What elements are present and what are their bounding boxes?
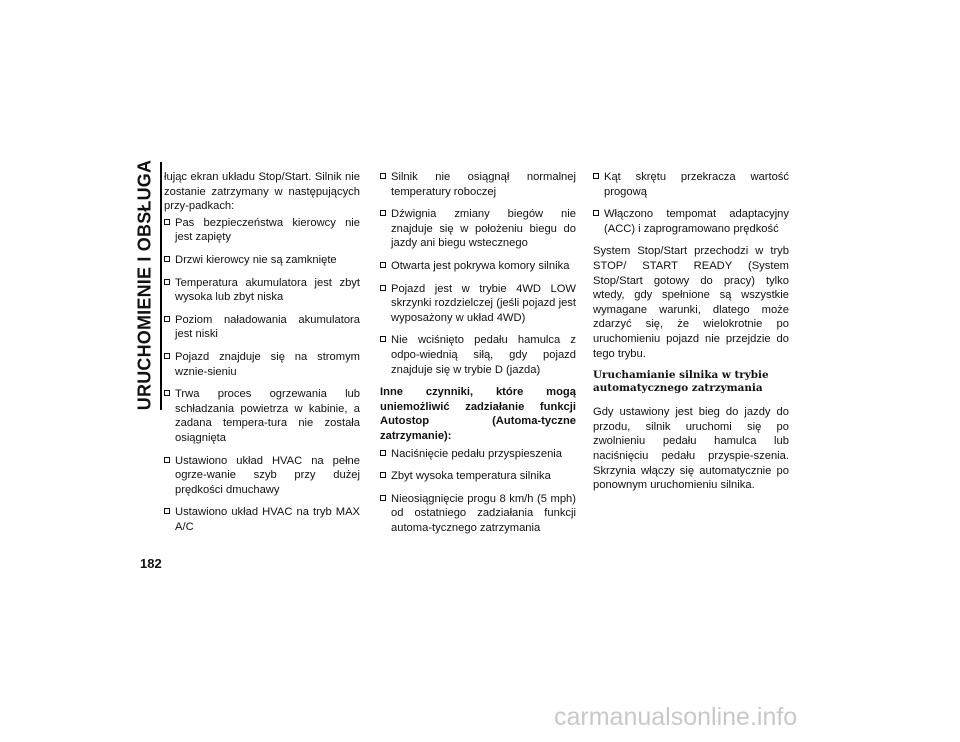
other-factors-list [380,447,576,536]
list-item: Temperatura akumulatora jest zbyt wysoka lub zbyt niska [164,276,360,305]
list-item: Nie wciśnięto pedału hamulca z odpo-wiednią siłą, gdy pojazd znajduje się w trybie D (jazda) [380,333,576,377]
restart-paragraph: Gdy ustawiony jest bieg do jazdy do przodu, silnik uruchomi się po zwolnieniu pedału hamulca lub naciśnięciu pedału przyspie-szenia. Skrzynia włączy się automatycznie po ponownym uruchomieniu silnika. [593,406,789,492]
other-factors-heading: Inne czynniki, które mogą uniemożliwić zadziałanie funkcji Autostop (Automa-tyczne zatrzymanie): [380,386,576,442]
condition-list-2 [380,170,576,377]
stop-start-paragraph: System Stop/Start przechodzi w tryb STOP/ START READY (System Stop/Start gotowy do pracy) tylko wtedy, gdy spełnione są wszystkie wymagane warunki, dlatego może zdarzyć się, że wielokrotnie po uruchomieniu pojazd nie przejdzie do tego trybu. [593,245,789,360]
list-item: Trwa proces ogrzewania lub schładzania powietrza w kabinie, a zadana tempera-tura nie została osiągnięta [164,387,360,445]
intro-paragraph: łując ekran układu Stop/Start. Silnik nie zostanie zatrzymany w następujących przy-padkach: [164,171,360,213]
section-tab-label: URUCHOMIENIE I OBSŁUGA [134,159,155,411]
list-item: Dźwignia zmiany biegów nie znajduje się w położeniu biegu do jazdy ani biegu wstecznego [380,207,576,251]
list-item: Naciśnięcie pedału przyspieszenia [380,447,576,462]
list-item: Drzwi kierowcy nie są zamknięte [164,253,360,268]
list-item: Pas bezpieczeństwa kierowcy nie jest zapięty [164,216,360,245]
list-item: Zbyt wysoka temperatura silnika [380,469,576,484]
list-item: Ustawiono układ HVAC na pełne ogrze-wanie szyb przy dużej prędkości dmuchawy [164,454,360,498]
column-2 [380,170,576,543]
list-item: Poziom naładowania akumulatora jest niski [164,313,360,342]
list-item: Otwarta jest pokrywa komory silnika [380,259,576,274]
list-item: Ustawiono układ HVAC na tryb MAX A/C [164,505,360,534]
list-item: Silnik nie osiągnął normalnej temperatury roboczej [380,170,576,199]
section-subheading: Uruchamianie silnika w trybie automatycznego zatrzymania [593,369,769,395]
condition-list-3 [593,170,789,236]
page-number: 182 [140,556,162,571]
column-1 [164,170,360,542]
list-item: Nieosiągnięcie progu 8 km/h (5 mph) od ostatniego zadziałania funkcji automa-tycznego zatrzymania [380,492,576,536]
condition-list-1 [164,216,360,535]
section-tab [130,160,160,410]
list-item: Pojazd znajduje się na stromym wznie-sieniu [164,350,360,379]
section-divider [160,162,162,410]
watermark: carmanualsonline.info [554,703,798,731]
column-3 [593,170,789,501]
list-item: Pojazd jest w trybie 4WD LOW skrzynki rozdzielczej (jeśli pojazd jest wyposażony w układ 4WD) [380,282,576,326]
list-item: Włączono tempomat adaptacyjny (ACC) i zaprogramowano prędkość [593,207,789,236]
list-item: Kąt skrętu przekracza wartość progową [593,170,789,199]
